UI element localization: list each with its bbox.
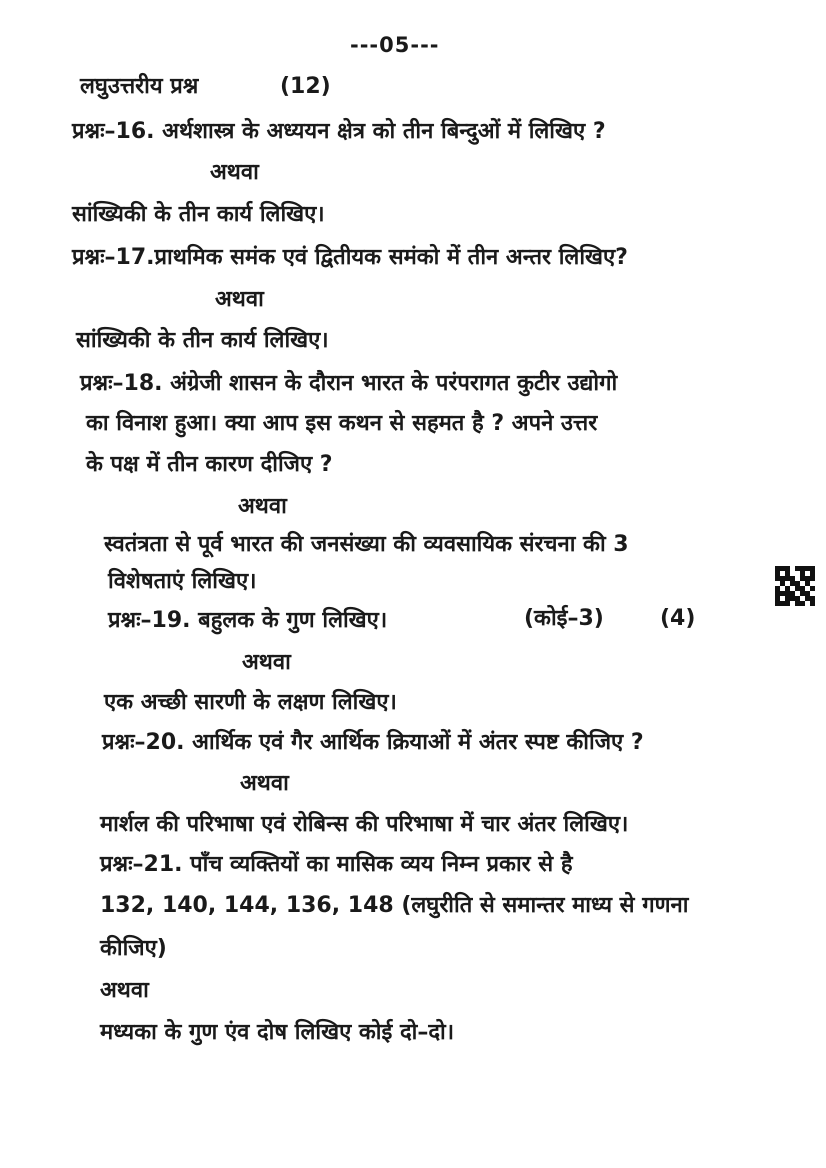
section-marks: (12) <box>280 74 331 99</box>
alternative-19: एक अच्छी सारणी के लक्षण लिखिए। <box>104 690 397 715</box>
alternative-18-line-2: विशेषताएं लिखिए। <box>108 569 257 594</box>
or-label-18: अथवा <box>238 494 287 519</box>
or-label-21: अथवा <box>100 978 149 1003</box>
question-20: प्रश्नः–20. आर्थिक एवं गैर आर्थिक क्रियाओं में अंतर स्पष्ट कीजिए ? <box>102 730 644 755</box>
or-label-20: अथवा <box>240 771 289 796</box>
or-label-16: अथवा <box>210 160 259 185</box>
section-title: लघुउत्तरीय प्रश्न <box>80 74 199 99</box>
question-19-note: (कोई–3) <box>524 606 604 631</box>
or-label-17: अथवा <box>215 287 264 312</box>
question-18-line-1: प्रश्नः–18. अंग्रेजी शासन के दौरान भारत के परंपरागत कुटीर उद्योगो <box>80 371 618 396</box>
question-19: प्रश्नः–19. बहुलक के गुण लिखिए। <box>108 608 388 633</box>
alternative-20: मार्शल की परिभाषा एवं रोबिन्स की परिभाषा में चार अंतर लिखिए। <box>100 812 629 837</box>
qr-code-icon <box>775 566 815 606</box>
question-17: प्रश्नः–17.प्राथमिक समंक एवं द्वितीयक समंको में तीन अन्तर लिखिए? <box>72 245 628 270</box>
alternative-17: सांख्यिकी के तीन कार्य लिखिए। <box>76 328 329 353</box>
question-21-line-2: 132, 140, 144, 136, 148 (लघुरीति से समान्तर माध्य से गणना <box>100 893 689 918</box>
question-19-marks: (4) <box>660 606 696 631</box>
question-18-line-3: के पक्ष में तीन कारण दीजिए ? <box>86 452 333 477</box>
or-label-19: अथवा <box>242 650 291 675</box>
alternative-21: मध्यका के गुण एंव दोष लिखिए कोई दो–दो। <box>100 1020 455 1045</box>
alternative-18-line-1: स्वतंत्रता से पूर्व भारत की जनसंख्या की व्यवसायिक संरचना की 3 <box>104 532 629 557</box>
question-18-line-2: का विनाश हुआ। क्या आप इस कथन से सहमत है ? अपने उत्तर <box>86 411 598 436</box>
question-16: प्रश्नः–16. अर्थशास्त्र के अध्ययन क्षेत्र को तीन बिन्दुओं में लिखिए ? <box>72 119 606 144</box>
page-number: ---05--- <box>350 33 440 57</box>
alternative-16: सांख्यिकी के तीन कार्य लिखिए। <box>72 202 325 227</box>
question-21-line-3: कीजिए) <box>100 936 167 961</box>
question-21-line-1: प्रश्नः–21. पाँच व्यक्तियों का मासिक व्यय निम्न प्रकार से है <box>100 852 573 877</box>
